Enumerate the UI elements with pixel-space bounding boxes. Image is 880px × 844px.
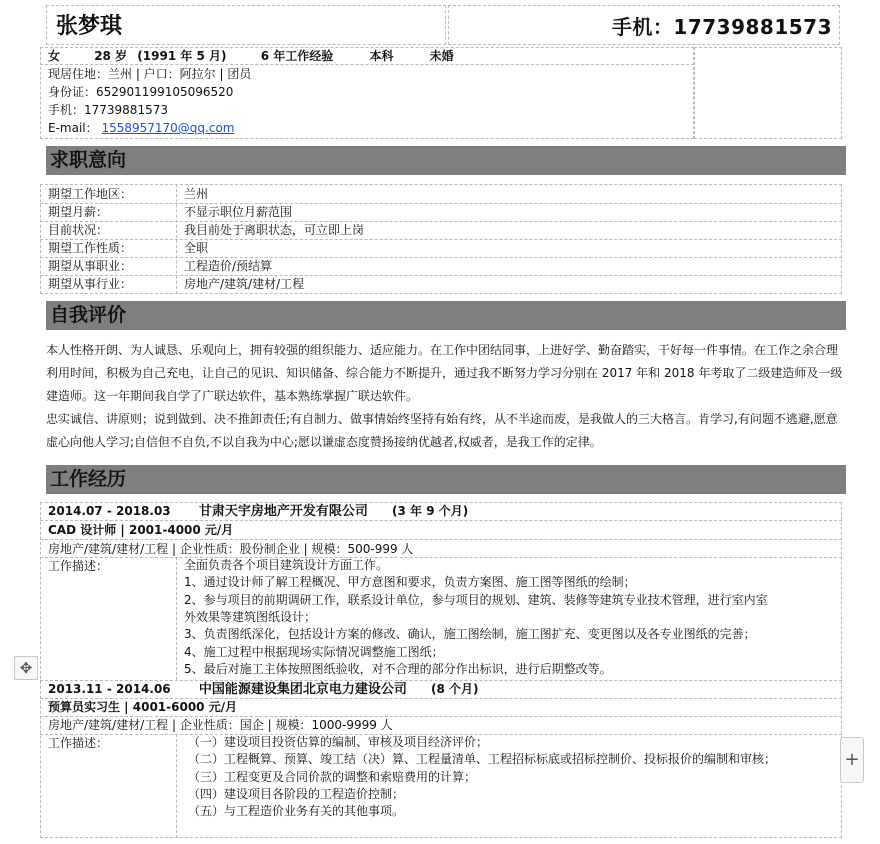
job-desc-line: （五）与工程造价业务有关的其他事项。: [188, 804, 405, 819]
job-desc-line: （四）建设项目各阶段的工程造价控制；: [188, 786, 405, 801]
intent-value: 全职: [184, 241, 209, 255]
intent-row-divider: [40, 203, 842, 204]
job-2-duration: (8 个月): [431, 682, 479, 696]
photo-box: [694, 47, 842, 139]
header-phone: 手机：17739881573: [611, 15, 832, 39]
job-desc-line: 2、参与项目的前期调研工作，联系设计单位，参与项目的规划、建筑、装修等建筑专业技术管理，进行室内室: [184, 592, 768, 607]
move-icon: ✥: [19, 659, 33, 677]
experience: 6 年工作经验: [260, 49, 334, 63]
intent-value: 房地产/建筑/建材/工程: [184, 277, 305, 291]
job-1-title: CAD 设计师 | 2001-4000 元/月: [48, 523, 234, 537]
job-desc-line: 全面负责各个项目建筑设计方面工作。: [184, 558, 389, 572]
job-1-period: 2014.07 - 2018.03: [48, 504, 171, 518]
intent-label: 目前状况：: [48, 223, 109, 237]
intent-label: 期望工作性质：: [48, 241, 133, 255]
basic-summary: [48, 47, 454, 65]
email-link[interactable]: 1558957170@qq.com: [101, 121, 235, 135]
job-desc-line: 3、负责图纸深化，包括设计方案的修改、确认，施工图绘制，施工图扩充、变更图以及各专业图纸的完善；: [184, 627, 756, 642]
email-row: [48, 119, 234, 137]
intent-value: 工程造价/预结算: [184, 259, 273, 273]
job-1-company: 甘肃天宇房地产开发有限公司: [198, 504, 368, 519]
email-label: E-mail：: [48, 121, 98, 135]
intent-value: 兰州: [184, 187, 209, 201]
mobile: 手机：17739881573: [48, 103, 168, 117]
section-header-work: 工作经历: [46, 465, 846, 494]
job-desc-line: 1、通过设计师了解工程概况、甲方意图和要求，负责方案图、施工图等图纸的绘制；: [184, 575, 636, 590]
intent-label: 期望月薪：: [48, 205, 109, 219]
intent-row-divider: [40, 239, 842, 240]
self-eval-p2: 忠实诚信、讲原则；说到做到、决不推卸责任;有自制力、做事情始终坚持有始有终，从不半途而废，是我做人的三大格言。肯学习,有问题不逃避,愿意虚心向他人学习;自信但不自负,不以自我为中心;愿以谦虚态度赞扬接纳优越者,权威者，是我工作的定律。: [46, 412, 838, 449]
id-card: 身份证：652901199105096520: [48, 85, 234, 99]
job-2-company: 中国能源建设集团北京电力建设公司: [198, 682, 407, 697]
job-desc-line: 4、施工过程中根据现场实际情况调整施工图纸；: [184, 644, 444, 659]
gender: 女: [48, 49, 61, 63]
job-2-period: 2013.11 - 2014.06: [48, 682, 171, 696]
job-1-desc-divider: [176, 557, 177, 680]
job-2-header: [48, 680, 479, 698]
birth: (1991 年 5 月): [137, 49, 227, 63]
education: 本科: [369, 49, 394, 63]
candidate-name: 张梦琪: [56, 14, 123, 39]
move-handle[interactable]: [14, 656, 38, 680]
job-2-desc-divider: [176, 734, 177, 838]
intent-value: 我目前处于离职状态，可立即上岗: [184, 223, 365, 237]
intent-label: 期望从事职业：: [48, 259, 133, 273]
job-2-meta: 房地产/建筑/建材/工程 | 企业性质：国企 | 规模：1000-9999 人: [48, 718, 393, 732]
job-desc-line: 外效果等建筑图纸设计；: [184, 609, 317, 624]
section-header-intent: 求职意向: [46, 146, 846, 175]
marital: 未婚: [429, 49, 454, 63]
intent-label: 期望工作地区：: [48, 187, 133, 201]
intent-row-divider: [40, 257, 842, 258]
job-1-desc-label: 工作描述：: [48, 559, 109, 573]
section-header-self: 自我评价: [46, 301, 846, 330]
self-eval-p1: 本人性格开朗、为人诚恳、乐观向上，拥有较强的组织能力、适应能力。在工作中团结同事，上进好学、勤奋踏实，干好每一件事情。在工作之余合理利用时间，积极为自己充电，让自己的见识、知识储备、综合能力不断提升，通过我不断努力学习分别在 2017 年和 2018 年考取了二级建造师及一级建造师。这一年期间我自学了广联达软件，基本熟练掌握广联达软件。: [46, 343, 843, 403]
job-1-meta: 房地产/建筑/建材/工程 | 企业性质：股份制企业 | 规模：500-999 人: [48, 542, 414, 556]
job-desc-line: （三）工程变更及合同价款的调整和索赔费用的计算；: [188, 769, 477, 784]
job-1-header: [48, 502, 468, 520]
add-row-button[interactable]: [840, 737, 864, 783]
job-1-divider-c: [40, 557, 842, 558]
job-1-duration: (3 年 9 个月): [392, 504, 469, 518]
intent-value: 不显示职位月薪范围: [184, 205, 293, 219]
intent-label: 期望从事行业：: [48, 277, 133, 291]
residence: 现居住地：兰州 | 户口：阿拉尔 | 团员: [48, 67, 252, 81]
intent-row-divider: [40, 275, 842, 276]
plus-icon: +: [844, 749, 860, 770]
job-desc-line: （一）建设项目投资估算的编制、审核及项目经济评价；: [188, 735, 489, 749]
job-2-desc-label: 工作描述：: [48, 736, 109, 750]
job-desc-line: （二）工程概算、预算、竣工结（决）算、工程量清单、工程招标标底或招标控制价、投标报价的编制和审核；: [188, 752, 777, 767]
intent-row-divider: [40, 221, 842, 222]
job-2-title: 预算员实习生 | 4001-6000 元/月: [48, 700, 238, 714]
job-desc-line: 5、最后对施工主体按照图纸验收，对不合理的部分作出标识，进行后期整改等。: [184, 661, 612, 676]
age: 28 岁: [94, 49, 128, 63]
